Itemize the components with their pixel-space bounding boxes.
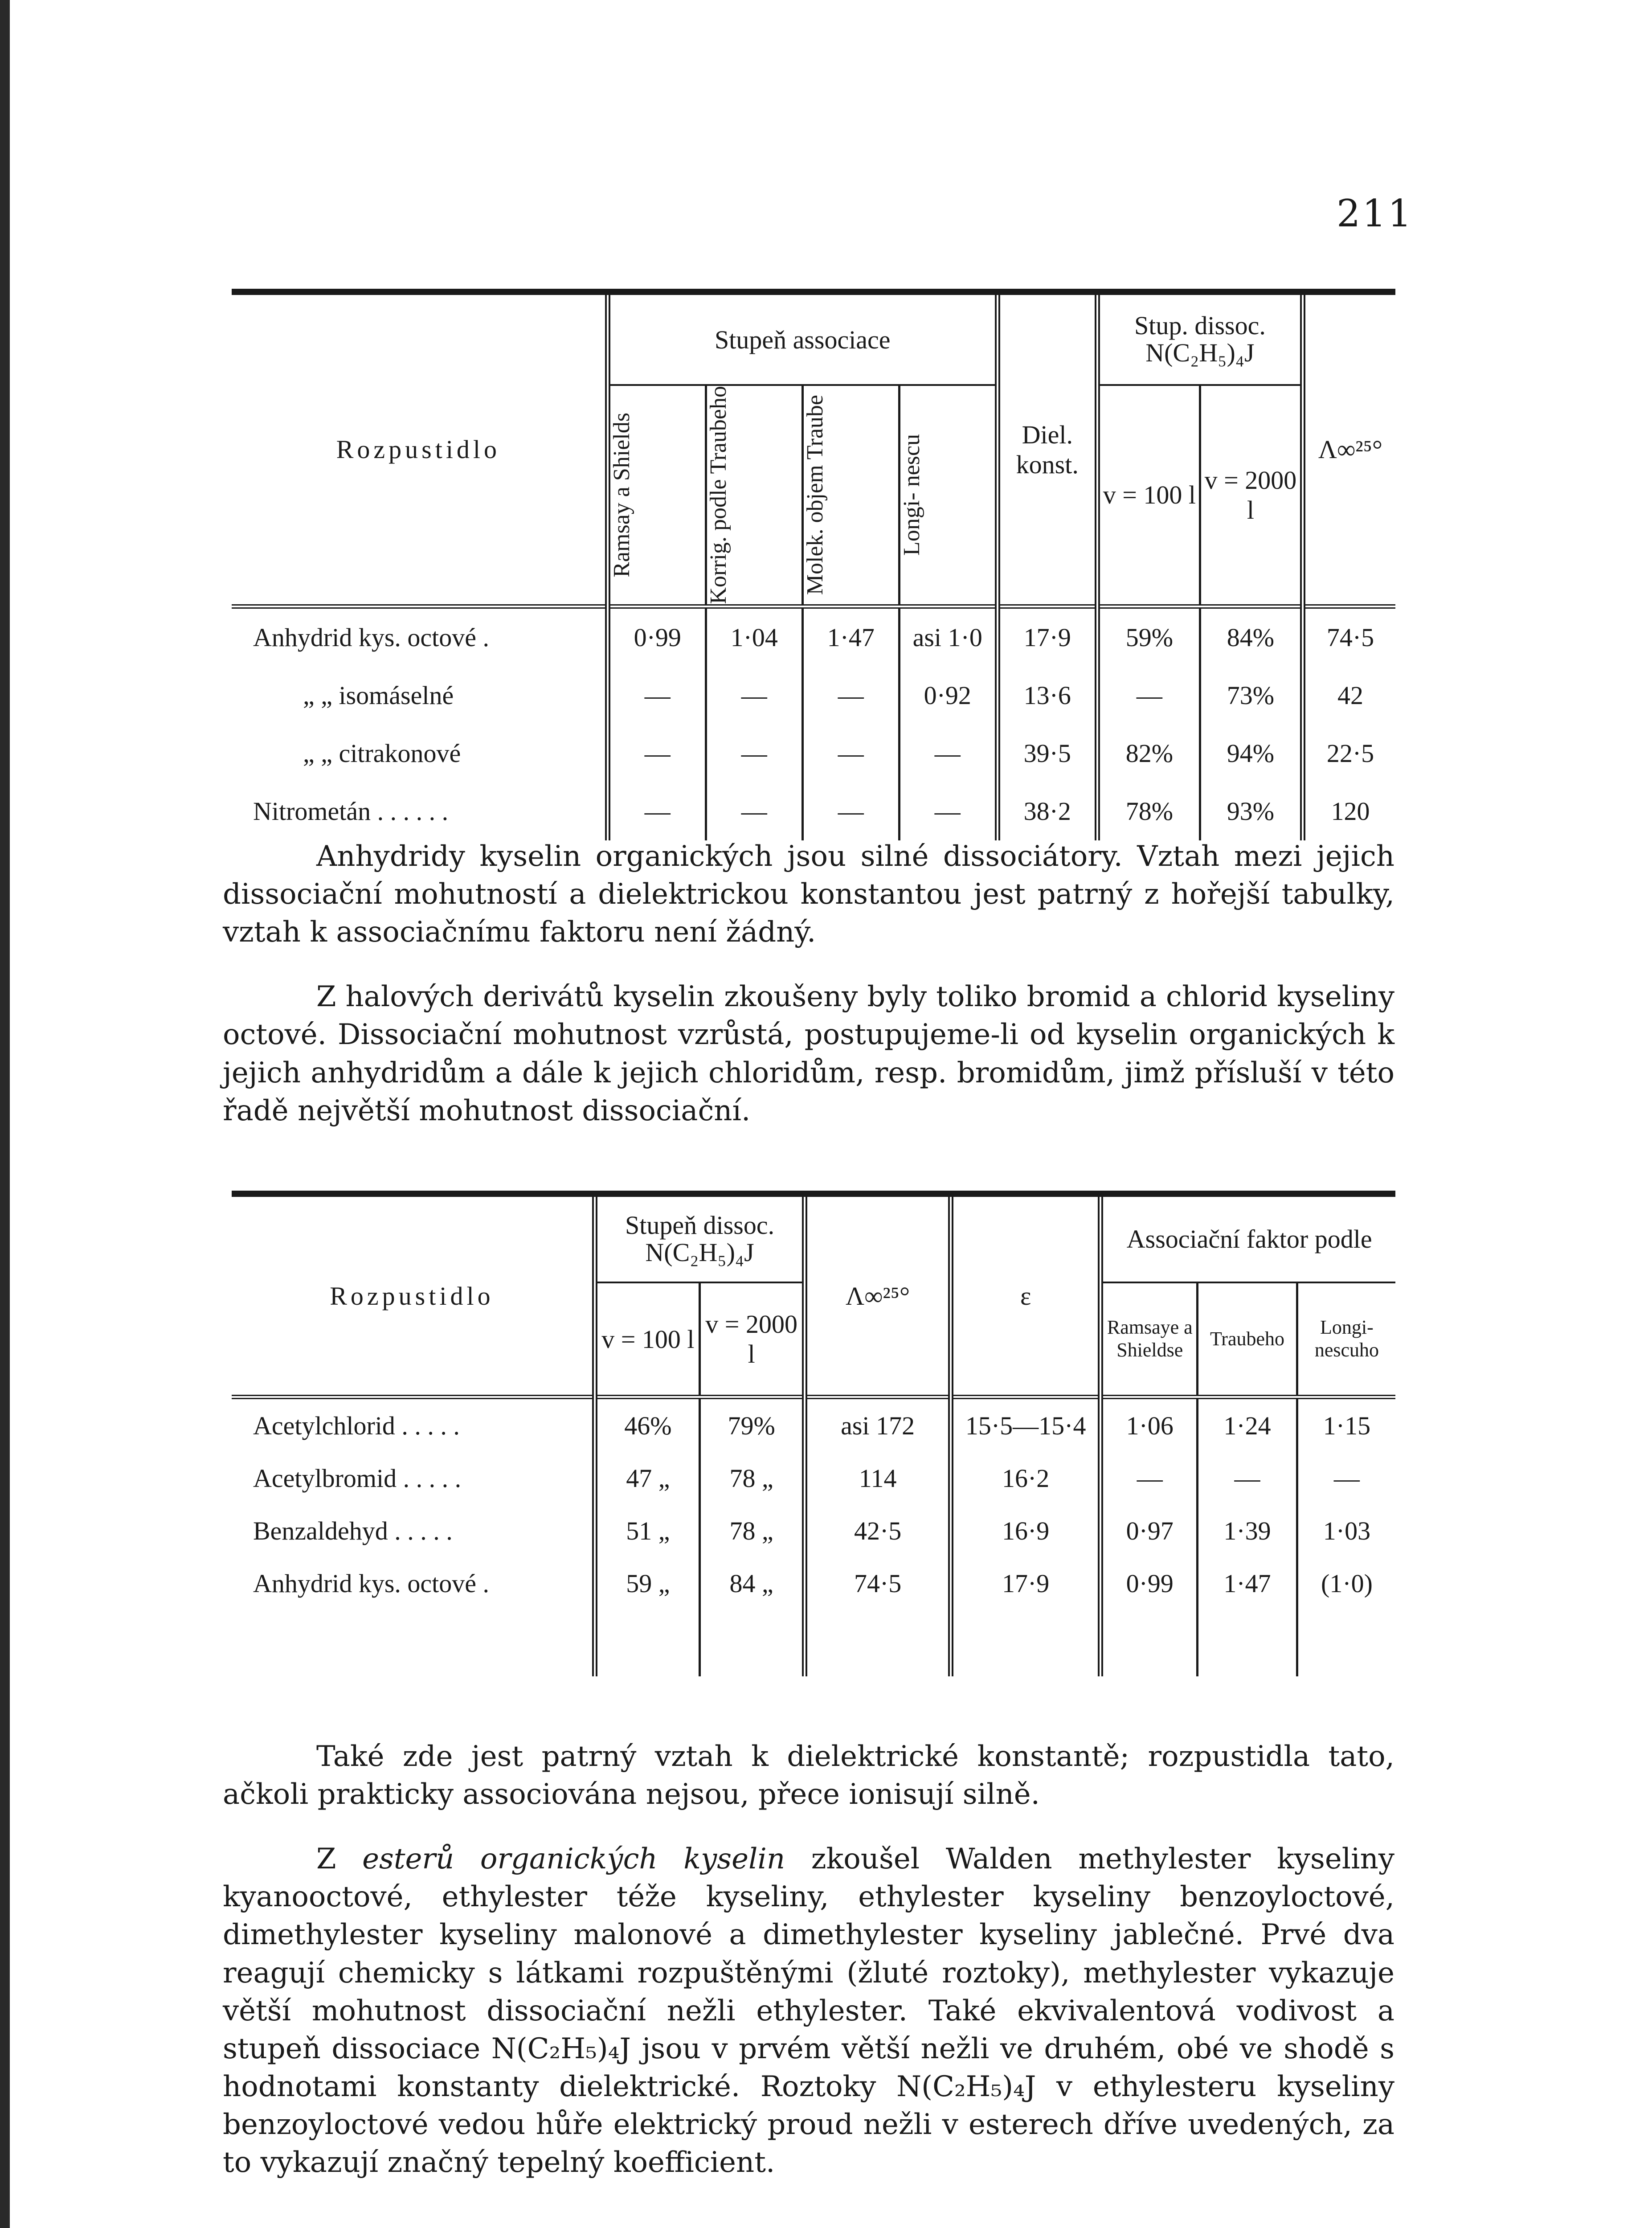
th-dissoc: Stupeň dissoc. N(C₂H₅)₄J [595,1194,805,1282]
paragraph: Z halových derivátů kyselin zkoušeny byly toliko bromid a chlorid kyseliny octové. Dissociační mohutnost vzrůstá, postupujeme-li od kyselin organických k jejich anhydridům a dále k jejich chloridům, resp. bromidům, jimž přísluší v této řadě největší mohutnost dissociační. [223,980,1394,1127]
scan-left-edge [0,0,10,2228]
th-longinescu: Longi- nescu [899,385,998,606]
th-dissoc: Stup. dissoc. N(C₂H₅)₄J [1097,292,1303,385]
text-block-2 [223,1738,1394,2182]
th-v100: v = 100 l [1097,385,1200,606]
th-assoc: Stupeň associace [608,292,998,385]
th-v2000: v = 2000 l [699,1282,805,1397]
th-traube: Traubeho [1198,1282,1297,1397]
paragraph: Také zde jest patrný vztah k dielektrické konstantě; rozpustidla tato, ačkoli prakticky associována nejsou, přece ionisují silně. [223,1740,1394,1811]
table-row: „ „ isomáselné — — — 0·92 13·6 — 73% 42 [232,667,1395,725]
th-epsilon: ε [951,1194,1100,1397]
th-longinescu: Longi- nescuho [1297,1282,1395,1397]
th-traube-korr: Korrig. podle Traubeho [706,385,802,606]
th-diel: Diel. konst. [998,292,1097,606]
text-block-1 [223,838,1394,1130]
th-lambda: Λ∞²⁵° [1303,292,1395,606]
table-row: Benzaldehyd . . . . . 51 „ 78 „ 42·5 16·9 0·97 1·39 1·03 [232,1504,1395,1557]
paragraph: Z esterů organických kyselin zkoušel Walden methylester kyseliny kyanooctové, ethylester téže kyseliny, ethylester kyseliny benzoyloctové, dimethylester kyseliny malonové a dimethylester kyseliny jablečné. Prvé dva reagují chemicky s látkami rozpuštěnými (žluté roztoky), methylester vykazuje větší mohutnost dissociační nežli ethylester. Také ekvivalentová vodivost a stupeň dissociace N(C₂H₅)₄J jsou v prvém větší nežli ve druhém, obé ve shodě s hodnotami konstanty dielektrické. Roztoky N(C₂H₅)₄J v ethylesteru kyseliny benzoyloctové vedou hůře elektrický proud nežli v esterech dříve uvedených, za to vykazují značný tepelný koefficient. [223,1843,1395,2179]
th-assoc: Associační faktor podle [1100,1194,1395,1282]
th-ramsay: Ramsay a Shields [608,385,706,606]
paragraph: Anhydridy kyselin organických jsou silné dissociátory. Vztah mezi jejich dissociační mohutností a dielektrickou konstantou jest patrný z hořejší tabulky, vztah k associačnímu faktoru není žádný. [223,840,1394,949]
table-row: Nitrometán . . . . . . — — — — 38·2 78% 93% 120 [232,782,1395,840]
table-row: Acetylbromid . . . . . 47 „ 78 „ 114 16·2 — — — [232,1452,1395,1504]
page-number: 211 [1337,192,1414,235]
emphasis: esterů organických kyselin [362,1843,785,1876]
table-row: Anhydrid kys. octové . 0·99 1·04 1·47 asi 1·0 17·9 59% 84% 74·5 [232,606,1395,667]
th-solvent: Rozpustidlo [232,292,608,606]
table-row-empty [232,1610,1395,1676]
th-v100: v = 100 l [595,1282,700,1397]
th-traube-molek: Molek. objem Traube [802,385,899,606]
table-row: Acetylchlorid . . . . . 46% 79% asi 172 15·5—15·4 1·06 1·24 1·15 [232,1397,1395,1452]
table-row: „ „ citrakonové — — — — 39·5 82% 94% 22·5 [232,725,1395,782]
table-solvents-association [232,289,1395,840]
th-v2000: v = 2000 l [1200,385,1303,606]
th-ramsay: Ramsaye a Shieldse [1100,1282,1197,1397]
table-row: Anhydrid kys. octové . 59 „ 84 „ 74·5 17·9 0·99 1·47 (1·0) [232,1557,1395,1610]
th-solvent: Rozpustidlo [232,1194,595,1397]
table-halides-association [232,1191,1395,1676]
th-lambda: Λ∞²⁵° [805,1194,951,1397]
